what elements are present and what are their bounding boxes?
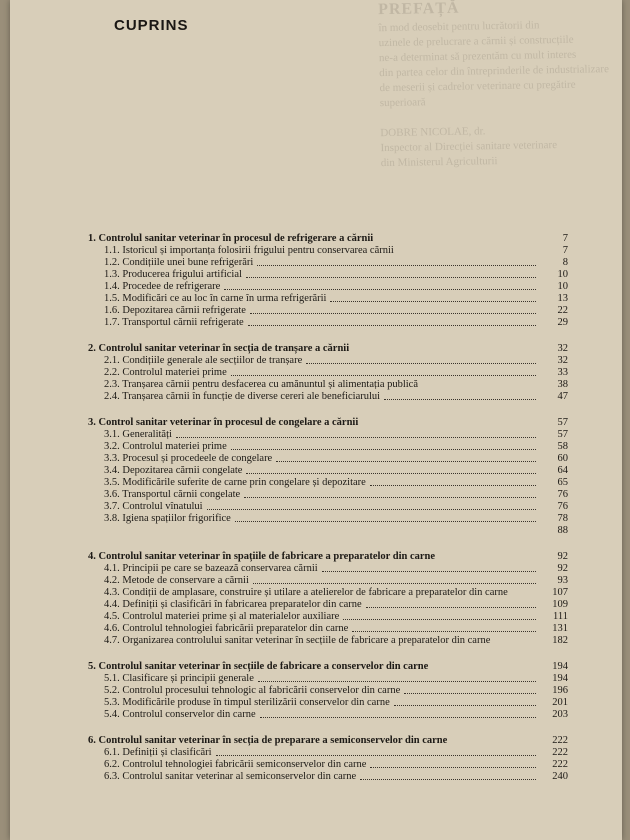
toc-entry[interactable] [88,709,568,721]
dot-leader [276,461,536,462]
entry-title: 4.4. Definiții și clasificări în fabricarea preparatelor din carne [104,599,362,610]
entry-title: 4.3. Condiții de amplasare, construire și utilare a atelierelor de fabricare a preparatelor din carne [104,587,508,598]
toc-entry[interactable] [88,293,568,305]
page-number: 203 [552,709,568,720]
entry-title: 3.8. Igiena spațiilor frigorifice [104,513,231,524]
section-title: 5. Controlul sanitar veterinar în secțiile de fabricare a conservelor din carne [88,661,429,672]
entry-title: 1.1. Istoricul și importanța folosirii frigului pentru conservarea cărnii [104,245,394,256]
dot-leader [394,705,536,706]
page-number: 182 [552,635,568,646]
dot-leader [322,571,536,572]
page-number: 201 [552,697,568,708]
page-number: 222 [552,735,568,746]
toc-entry[interactable] [88,269,568,281]
dot-leader [330,301,536,302]
page-number: 93 [557,575,568,586]
page-number: 194 [552,661,568,672]
toc-section-heading[interactable] [88,551,568,563]
entry-title: 4.7. Organizarea controlului sanitar veterinar în secțiile de fabricare a preparatelor din carne [104,635,491,646]
entry-title: 5.4. Controlul conservelor din carne [104,709,256,720]
bleed-line: DOBRE NICOLAE, dr. [380,125,486,140]
entry-title: 4.1. Principii pe care se bazează conservarea cărnii [104,563,318,574]
bleed-line: din Ministerul Agriculturii [380,155,498,170]
section-title: 2. Controlul sanitar veterinar în secția de tranșare a cărnii [88,343,350,354]
page-number: 7 [562,233,568,244]
dot-leader [360,779,536,780]
entry-title: 1.6. Depozitarea cărnii refrigerate [104,305,246,316]
page-number: 240 [552,771,568,782]
toc-entry[interactable] [88,305,568,317]
dot-leader [248,325,536,326]
dot-leader [258,681,536,682]
page-number: 131 [552,623,568,634]
dot-leader [306,363,536,364]
entry-title: 3.6. Transportul cărnii congelate [104,489,241,500]
table-of-contents [88,233,568,791]
dot-leader [176,437,536,438]
page-title: CUPRINS [114,17,189,34]
toc-section [88,417,568,537]
entry-title: 4.6. Controlul tehnologiei fabricării preparatelor din carne [104,623,349,634]
toc-section [88,735,568,783]
section-title: 6. Controlul sanitar veterinar în secția de preparare a semiconservelor din carne [88,735,448,746]
dot-leader [352,631,536,632]
toc-section [88,551,568,647]
toc-entry[interactable] [88,391,568,403]
toc-entry[interactable] [88,379,568,391]
page-number: 7 [562,245,568,256]
dot-leader [216,755,536,756]
entry-title: 1.2. Condițiile unei bune refrigerări [104,257,254,268]
bleed-line: de meserii și cadrelor veterinare cu pregătire superioară [379,78,576,110]
toc-entry[interactable] [88,317,568,329]
toc-entry[interactable] [88,525,568,537]
entry-title: 2.4. Tranșarea cărnii în funcție de diverse cereri ale beneficiarului [104,391,381,402]
dot-leader [257,265,536,266]
toc-entry[interactable] [88,611,568,623]
page-number: 65 [557,477,568,488]
page-number: 88 [557,525,568,536]
page-number: 22 [557,305,568,316]
entry-title: 3.2. Controlul materiei prime [104,441,227,452]
dot-leader [235,521,536,522]
page-number: 47 [557,391,568,402]
toc-entry[interactable] [88,771,568,783]
toc-entry[interactable] [88,563,568,575]
page-number: 13 [557,293,568,304]
page-number: 60 [557,453,568,464]
toc-entry[interactable] [88,477,568,489]
dot-leader [370,767,536,768]
bleed-line: din partea celor din întreprinderile de industrializare [379,63,610,80]
toc-entry[interactable] [88,575,568,587]
toc-entry[interactable] [88,599,568,611]
page-number: 64 [557,465,568,476]
toc-section-heading[interactable] [88,343,568,355]
entry-title: 5.1. Clasificare și principii generale [104,673,254,684]
dot-leader [384,399,536,400]
page-number: 222 [552,759,568,770]
entry-title: 2.1. Condițiile generale ale secțiilor de tranșare [104,355,303,366]
entry-title: 1.7. Transportul cărnii refrigerate [104,317,244,328]
toc-entry[interactable] [88,281,568,293]
toc-entry[interactable] [88,465,568,477]
dot-leader [253,583,536,584]
dot-leader [366,607,536,608]
page-number: 32 [557,343,568,354]
bleed-line: Inspector al Direcției sanitare veterinare [380,139,558,155]
toc-entry[interactable] [88,489,568,501]
page-number: 10 [557,269,568,280]
toc-entry[interactable] [88,685,568,697]
page-number: 109 [552,599,568,610]
toc-entry[interactable] [88,453,568,465]
toc-entry[interactable] [88,697,568,709]
entry-title: 6.1. Definiții și clasificări [104,747,212,758]
book-page [10,0,622,840]
toc-section [88,661,568,721]
section-title: 3. Control sanitar veterinar în procesul de congelare a cărnii [88,417,359,428]
entry-title: 3.5. Modificările suferite de carne prin congelare și depozitare [104,477,366,488]
page-number: 107 [552,587,568,598]
dot-leader [260,717,536,718]
toc-entry[interactable] [88,355,568,367]
entry-title: 1.3. Producerea frigului artificial [104,269,242,280]
entry-title: 6.3. Controlul sanitar veterinar al semiconservelor din carne [104,771,357,782]
toc-entry[interactable] [88,367,568,379]
page-number: 33 [557,367,568,378]
toc-entry[interactable] [88,623,568,635]
toc-section-heading[interactable] [88,735,568,747]
page-number: 38 [557,379,568,390]
section-title: 1. Controlul sanitar veterinar în procesul de refrigerare a cărnii [88,233,374,244]
entry-title: 4.5. Controlul materiei prime și al materialelor auxiliare [104,611,340,622]
page-number: 111 [553,611,568,622]
entry-title: 2.3. Tranșarea cărnii pentru desfacerea cu amănuntul și alimentația publică [104,379,419,390]
entry-title: 5.3. Modificările produse în timpul sterilizării conservelor din carne [104,697,390,708]
page-number: 57 [557,429,568,440]
toc-entry[interactable] [88,673,568,685]
dot-leader [343,619,536,620]
page-number: 194 [552,673,568,684]
toc-entry[interactable] [88,501,568,513]
dot-leader [231,375,536,376]
page-number: 57 [557,417,568,428]
bleed-line: ne-a determinat să prezentăm cu mult interes [378,48,577,65]
page-number: 10 [557,281,568,292]
page-number: 196 [552,685,568,696]
page-number: 92 [557,563,568,574]
entry-title: 3.3. Procesul și procedeele de congelare [104,453,273,464]
page-number: 76 [557,489,568,500]
bleed-through-text [378,0,622,232]
toc-entry[interactable] [88,513,568,525]
toc-entry[interactable] [88,747,568,759]
dot-leader [244,497,536,498]
entry-title: 1.4. Procedee de refrigerare [104,281,221,292]
toc-entry[interactable] [88,759,568,771]
toc-section-heading[interactable] [88,661,568,673]
toc-entry[interactable] [88,257,568,269]
entry-title: 5.2. Controlul procesului tehnologic al fabricării conservelor din carne [104,685,401,696]
dot-leader [224,289,536,290]
page-number: 222 [552,747,568,758]
toc-section [88,343,568,403]
dot-leader [246,277,536,278]
toc-section-heading[interactable] [88,233,568,245]
toc-section [88,233,568,329]
page-number: 58 [557,441,568,452]
section-title: 4. Controlul sanitar veterinar în spațiile de fabricare a preparatelor din carne [88,551,436,562]
bleed-line: în mod deosebit pentru lucrătorii din [378,19,540,35]
entry-title: 4.2. Metode de conservare a cărnii [104,575,249,586]
toc-entry[interactable] [88,587,568,599]
entry-title: 3.4. Depozitarea cărnii congelate [104,465,243,476]
toc-entry[interactable] [88,635,568,647]
entry-title: 6.2. Controlul tehnologiei fabricării semiconservelor din carne [104,759,367,770]
page-number: 29 [557,317,568,328]
toc-section-heading[interactable] [88,417,568,429]
page-number: 8 [562,257,568,268]
dot-leader [231,449,536,450]
toc-entry[interactable] [88,245,568,257]
dot-leader [207,509,536,510]
page-number: 32 [557,355,568,366]
dot-leader [404,693,536,694]
entry-title: 1.5. Modificări ce au loc în carne în urma refrigerării [104,293,327,304]
dot-leader [246,473,536,474]
toc-entry[interactable] [88,429,568,441]
toc-entry[interactable] [88,441,568,453]
bleed-heading: PREFAȚĂ [377,0,460,19]
entry-title: 2.2. Controlul materiei prime [104,367,227,378]
page-number: 76 [557,501,568,512]
dot-leader [370,485,536,486]
page-number: 92 [557,551,568,562]
bleed-line: uzinele de prelucrare a cărnii și construcțiile [378,33,574,50]
page-number: 78 [557,513,568,524]
entry-title: 3.1. Generalități [104,429,172,440]
dot-leader [250,313,536,314]
entry-title: 3.7. Controlul vînatului [104,501,203,512]
